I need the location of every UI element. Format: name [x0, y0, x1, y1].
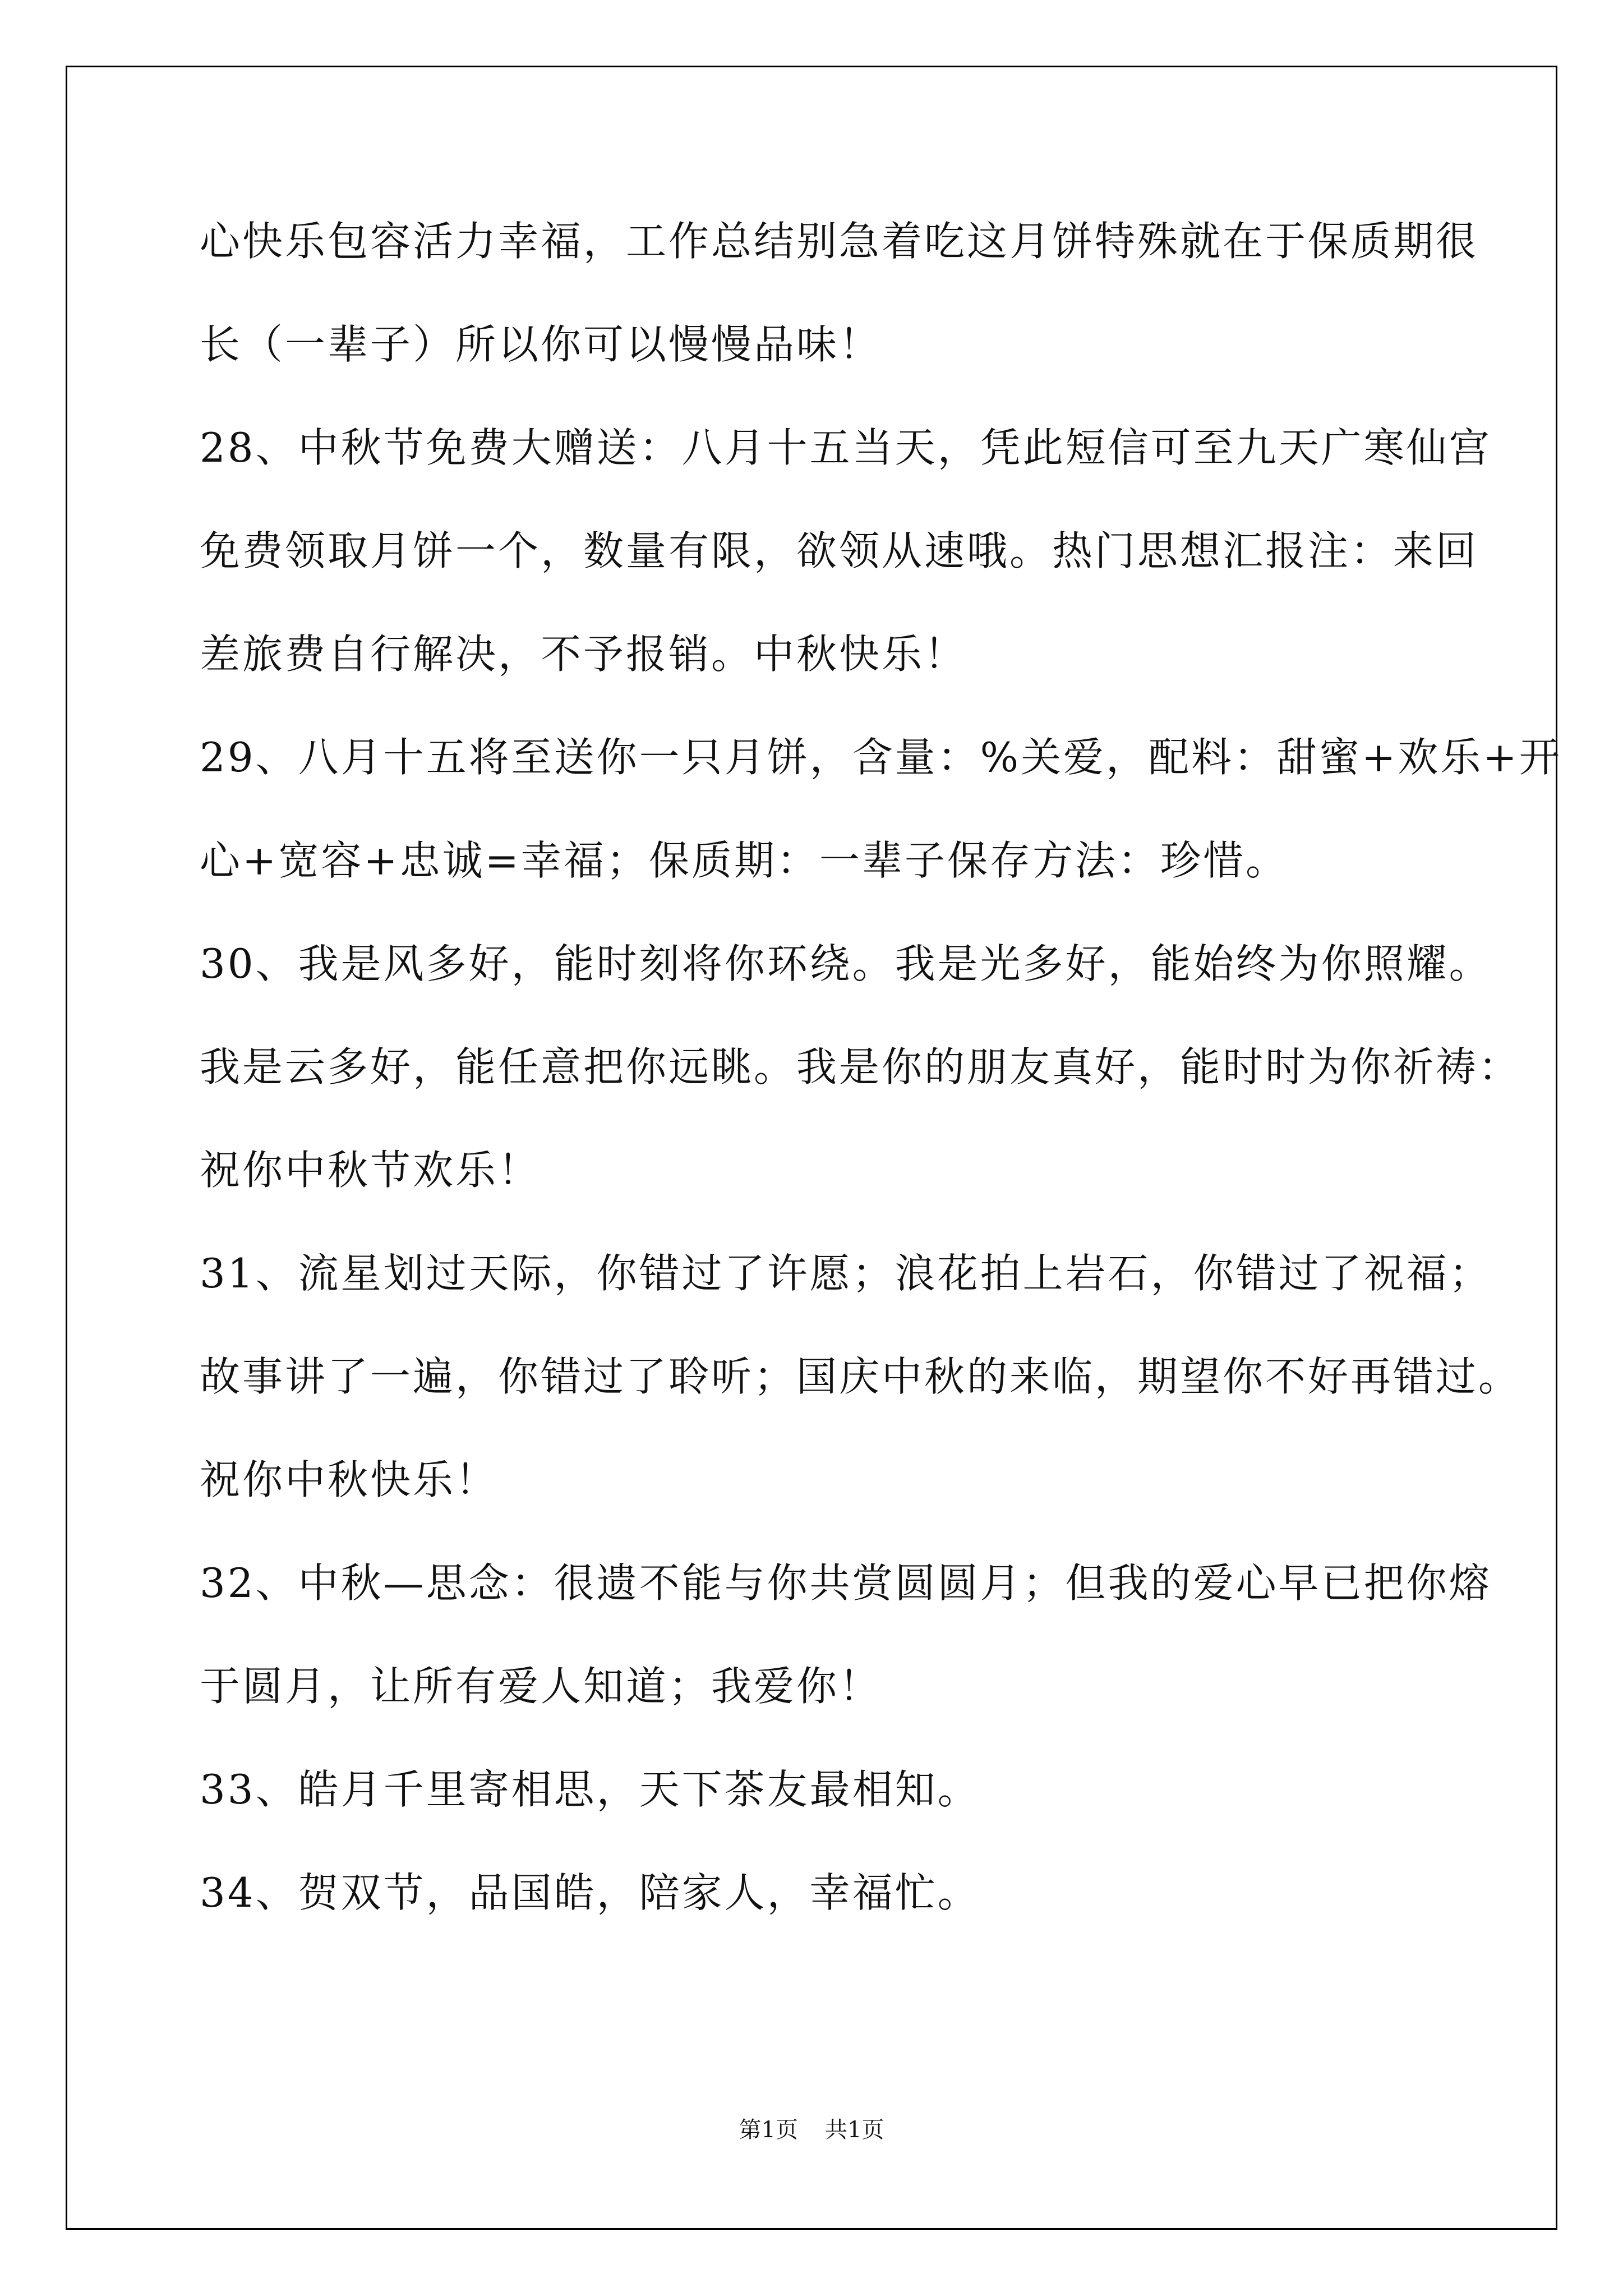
text-line: 于圆月，让所有爱人知道；我爱你！: [200, 1663, 882, 1710]
text-line: 33、皓月千里寄相思，天下茶友最相知。: [200, 1766, 980, 1813]
text-line: 30、我是风多好，能时刻将你环绕。我是光多好，能始终为你照耀。: [200, 940, 1492, 987]
text-line: 29、八月十五将至送你一只月饼，含量：%关爱，配料：甜蜜+欢乐+开: [200, 734, 1562, 781]
text-line: 28、中秋节免费大赠送：八月十五当天，凭此短信可至九天广寒仙宫: [200, 424, 1492, 471]
text-line: 34、贺双节，品国皓，陪家人，幸福忙。: [200, 1869, 980, 1916]
text-line: 心快乐包容活力幸福，工作总结别急着吃这月饼特殊就在于保质期很: [200, 218, 1479, 265]
text-line: 长（一辈子）所以你可以慢慢品味！: [200, 321, 882, 368]
text-line: 差旅费自行解决，不予报销。中秋快乐！: [200, 631, 967, 678]
page-footer: [0, 2112, 1623, 2144]
text-line: 祝你中秋快乐！: [200, 1456, 499, 1503]
text-line: 祝你中秋节欢乐！: [200, 1147, 541, 1194]
text-line: 心+宽容+忠诚=幸福；保质期：一辈子保存方法：珍惜。: [200, 837, 1288, 884]
page-number-current: 第1页: [739, 2117, 798, 2143]
text-line: 故事讲了一遍，你错过了聆听；国庆中秋的来临，期望你不好再错过。: [200, 1353, 1521, 1400]
document-body: [200, 216, 1562, 1971]
text-line: 免费领取月饼一个，数量有限，欲领从速哦。热门思想汇报注：来回: [200, 527, 1479, 574]
page-number-total: 共1页: [825, 2117, 884, 2143]
text-line: 我是云多好，能任意把你远眺。我是你的朋友真好，能时时为你祈祷：: [200, 1043, 1521, 1091]
text-line: 32、中秋—思念：很遗不能与你共赏圆圆月；但我的爱心早已把你熔: [200, 1559, 1492, 1607]
text-line: 31、流星划过天际，你错过了许愿；浪花拍上岩石，你错过了祝福；: [200, 1250, 1492, 1297]
